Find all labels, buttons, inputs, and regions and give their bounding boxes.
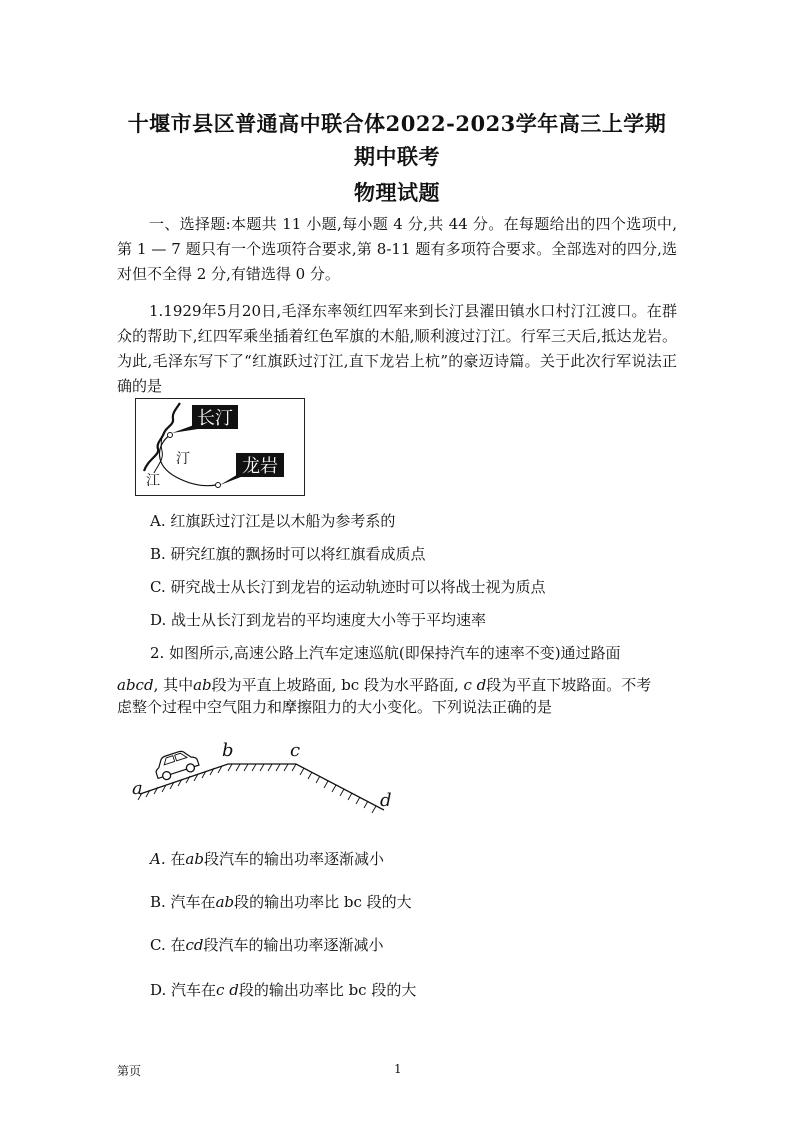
q2-text-2: 段为平直上坡路面, bc 段为水平路面, xyxy=(211,676,464,694)
math-cd: c d xyxy=(463,676,487,694)
point-a-label: a xyxy=(132,778,143,799)
title-line-1: 十堰市县区普通高中联合体2022-2023学年高三上学期 xyxy=(127,111,667,136)
changting-callout-pointer xyxy=(172,425,198,433)
question-2-line-2 xyxy=(117,674,651,696)
question-1-stem: 1.1929年5月20日,毛泽东率领红四军来到长汀县濯田镇水口村汀江渡口。在群众的帮助下,红四军乘坐插着红色军旗的木船,顺利渡过汀江。行军三天后,抵达龙岩。为此,毛泽东写下了“红旗跃过汀江,直下龙岩上杭”的豪迈诗篇。关于此次行军说法正确的是 xyxy=(117,302,677,395)
q2-option-a-prefix: A. xyxy=(150,850,171,868)
q2-option-a xyxy=(150,848,384,870)
q2-option-b-text: 段的输出功率比 bc 段的大 xyxy=(234,893,412,911)
q1-option-b: B. 研究红旗的飘扬时可以将红旗看成质点 xyxy=(150,545,426,563)
q2-option-c-prefix: C. 在 xyxy=(150,936,186,954)
q2-text-1: , 其中 xyxy=(153,676,194,694)
question-2-line-1: 2. 如图所示,高速公路上汽车定速巡航(即保持汽车的速率不变)通过路面 xyxy=(150,644,621,662)
map-drawing xyxy=(136,399,304,495)
math-abcd: abcd xyxy=(117,676,154,694)
q2-option-d-text: 段的输出功率比 bc 段的大 xyxy=(238,981,417,999)
point-c-label: c xyxy=(290,740,301,761)
q2-option-b-math: ab xyxy=(215,893,235,911)
q2-option-b xyxy=(150,891,412,913)
q1-option-a: A. 红旗跃过汀江是以木船为参考系的 xyxy=(150,512,396,530)
question-1-map xyxy=(135,398,305,496)
q2-option-c-text: 段汽车的输出功率逐渐减小 xyxy=(203,936,384,954)
footer-page-number: 1 xyxy=(394,1062,402,1076)
question-2-line-3: 虑整个过程中空气阻力和摩擦阻力的大小变化。下列说法正确的是 xyxy=(117,698,553,716)
point-b-label: b xyxy=(222,740,234,761)
subject-title: 物理试题 xyxy=(354,180,440,205)
title-line-2: 期中联考 xyxy=(354,144,440,169)
q2-option-d-math: c d xyxy=(216,981,239,999)
q2-option-a-math: ab xyxy=(185,850,204,868)
section-instructions: 一、选择题:本题共 11 小题,每小题 4 分,共 44 分。在每题给出的四个选项中,第 1 — 7 题只有一个选项符合要求,第 8-11 题有多项符合要求。全部选对的四分,选对但不全得 2 分,有错选得 0 分。 xyxy=(117,215,677,283)
q2-option-b-prefix: B. 汽车在 xyxy=(150,893,216,911)
q2-option-a-text-1: 在 xyxy=(170,850,186,868)
q2-option-c-math: cd xyxy=(185,936,204,954)
q2-option-d xyxy=(150,979,416,1001)
q1-option-d: D. 战士从长汀到龙岩的平均速度大小等于平均速率 xyxy=(150,611,487,629)
longyan-label: 龙岩 xyxy=(242,456,278,477)
q1-option-c: C. 研究战士从长汀到龙岩的运动轨迹时可以将战士视为质点 xyxy=(150,578,546,596)
q2-text-3: 段为平直下坡路面。不考 xyxy=(486,676,652,694)
point-d-label: d xyxy=(380,790,392,811)
river-label-jiang: 江 xyxy=(146,473,160,489)
math-ab: ab xyxy=(193,676,212,694)
footer-page-label: 第页 xyxy=(117,1064,142,1078)
changting-label: 长汀 xyxy=(197,408,233,429)
road-diagram xyxy=(128,728,398,828)
car-icon xyxy=(152,747,200,782)
q2-option-a-text-2: 段汽车的输出功率逐渐减小 xyxy=(203,850,384,868)
q2-option-c xyxy=(150,934,384,956)
longyan-point xyxy=(216,483,221,488)
river-label-ting: 汀 xyxy=(176,451,190,467)
changting-point xyxy=(168,433,173,438)
q2-option-d-prefix: D. 汽车在 xyxy=(150,981,217,999)
